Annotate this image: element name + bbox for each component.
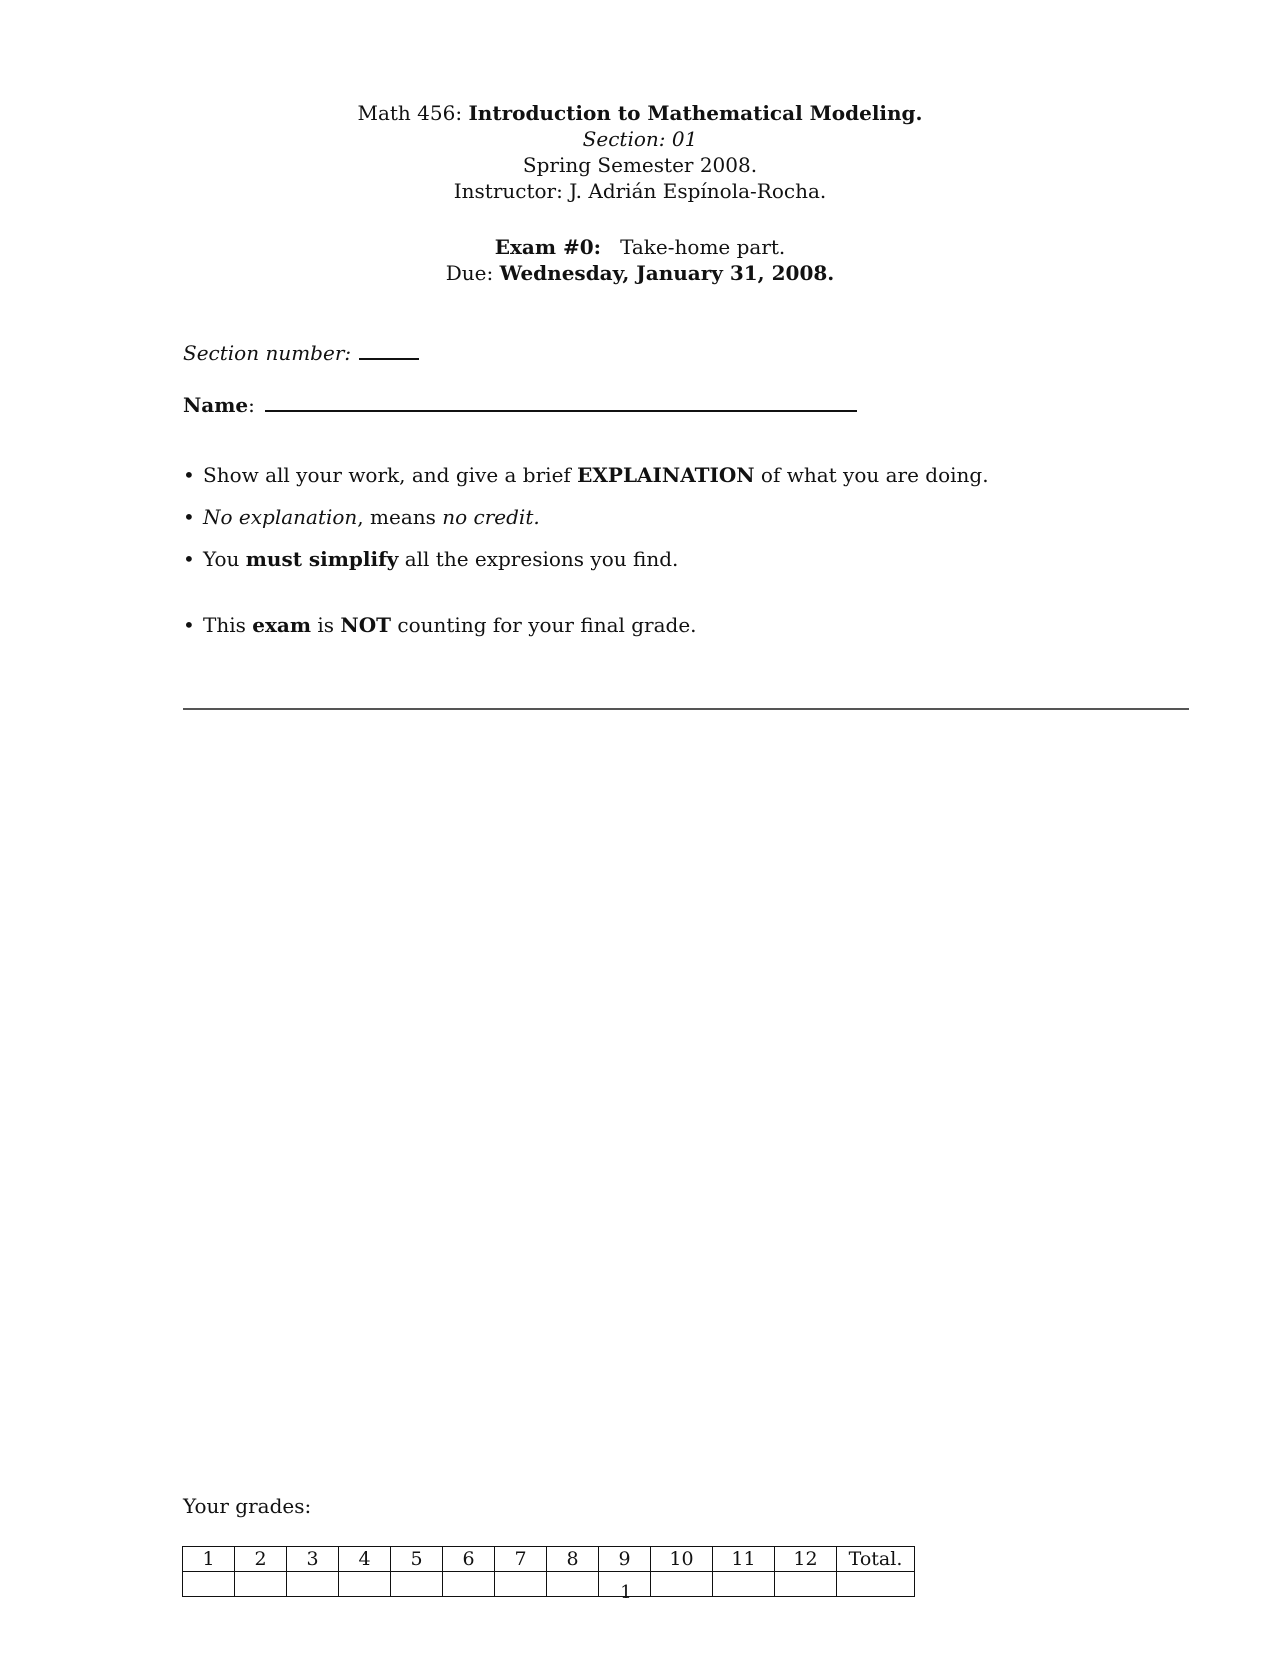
instruction-emphasis: no credit. <box>442 505 540 529</box>
grades-value-row <box>183 1572 915 1597</box>
course-section: Section: 01 <box>582 127 698 151</box>
grade-cell[interactable] <box>547 1572 599 1597</box>
name-label: Name <box>183 393 249 417</box>
grade-cell[interactable] <box>651 1572 713 1597</box>
instructor: Instructor: J. Adrián Espínola-Rocha. <box>453 179 827 203</box>
grade-col-header: 9 <box>599 1547 651 1572</box>
instruction-text: all the expresions you find. <box>404 547 679 571</box>
grade-col-header: 7 <box>495 1547 547 1572</box>
instruction-item <box>183 546 989 588</box>
grade-col-header: 3 <box>287 1547 339 1572</box>
grade-cell[interactable] <box>235 1572 287 1597</box>
name-colon: : <box>248 393 255 417</box>
name-blank[interactable] <box>265 392 857 412</box>
page-number: 1 <box>620 1582 632 1603</box>
instruction-item <box>183 462 989 504</box>
course-title: Introduction to Mathematical Modeling. <box>468 101 923 125</box>
exam-subtitle: Take-home part. <box>620 235 786 259</box>
instruction-item <box>183 612 989 654</box>
grade-col-header: 1 <box>183 1547 235 1572</box>
course-header <box>0 100 1280 204</box>
grade-cell[interactable] <box>443 1572 495 1597</box>
grade-col-header: 10 <box>651 1547 713 1572</box>
section-number-label: Section number: <box>183 341 352 365</box>
instructions-list <box>183 462 989 654</box>
grades-label: Your grades: <box>183 1494 312 1518</box>
instruction-item <box>183 504 989 546</box>
grade-cell[interactable] <box>183 1572 235 1597</box>
instruction-text: counting for your final grade. <box>397 613 697 637</box>
exam-title: Exam #0: <box>494 235 602 259</box>
instruction-emphasis: NOT <box>340 613 392 637</box>
grade-col-header: 11 <box>713 1547 775 1572</box>
grade-col-header: 6 <box>443 1547 495 1572</box>
due-label: Due: <box>445 261 494 285</box>
grade-col-header: Total. <box>837 1547 915 1572</box>
course-line <box>0 100 1280 126</box>
grade-cell[interactable] <box>339 1572 391 1597</box>
instruction-emphasis: No explanation <box>203 505 358 529</box>
instruction-text: You <box>203 547 240 571</box>
section-number-blank[interactable] <box>359 340 419 360</box>
instruction-text: is <box>317 613 335 637</box>
section-line <box>0 126 1280 152</box>
instruction-emphasis: EXPLAINATION <box>577 463 755 487</box>
instruction-text: of what you are doing. <box>760 463 989 487</box>
instruction-text: Show all your work, and give a brief <box>203 463 571 487</box>
instruction-emphasis: exam <box>252 613 312 637</box>
grade-total-cell[interactable] <box>837 1572 915 1597</box>
grades-header-row <box>183 1547 915 1572</box>
semester: Spring Semester 2008. <box>522 153 758 177</box>
section-divider <box>183 708 1189 710</box>
grade-col-header: 12 <box>775 1547 837 1572</box>
due-line <box>0 260 1280 286</box>
grade-cell[interactable] <box>287 1572 339 1597</box>
due-date: Wednesday, January 31, 2008. <box>499 261 835 285</box>
grades-table <box>182 1546 915 1597</box>
grade-col-header: 5 <box>391 1547 443 1572</box>
instruction-text: , means <box>357 505 436 529</box>
name-field <box>183 392 857 417</box>
exam-info <box>0 234 1280 286</box>
instruction-emphasis: must simplify <box>245 547 399 571</box>
course-prefix: Math 456: <box>357 101 463 125</box>
grade-cell[interactable] <box>495 1572 547 1597</box>
grade-col-header: 8 <box>547 1547 599 1572</box>
section-number-field <box>183 340 419 365</box>
grade-cell[interactable] <box>713 1572 775 1597</box>
exam-line <box>0 234 1280 260</box>
grade-col-header: 2 <box>235 1547 287 1572</box>
instruction-text: This <box>203 613 246 637</box>
grade-cell[interactable] <box>391 1572 443 1597</box>
grade-col-header: 4 <box>339 1547 391 1572</box>
grade-cell[interactable] <box>775 1572 837 1597</box>
